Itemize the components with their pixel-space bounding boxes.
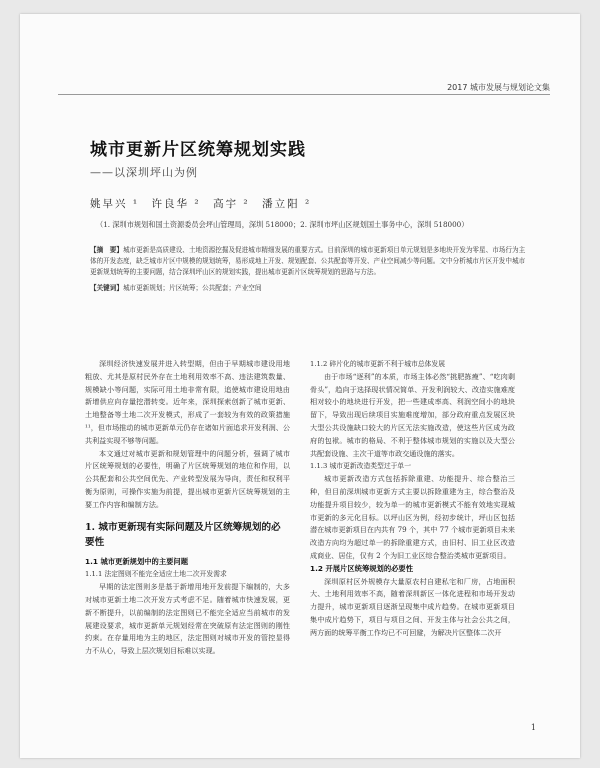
paragraph-1-2: 深圳原村区外规模存大量原农村自建私宅和厂房，占地面积大、土地利用效率不高，随着深圳新区一体化进程和市场开发动力提升，城市更新项目逐渐呈现集中成片趋势。在城市更新项目集中成片趋势下，项目与项目之间、开发主体与社会公共之间，两方面的统筹平衡工作均已不可回避，为解决片区整体二次开 xyxy=(310,576,515,637)
body-column-right xyxy=(310,358,515,640)
intro-paragraph-1: 深圳经济快速发展并进入转型期，但由于早期城市建设用地粗放、尤其是原村民外存在土地利用效率不高、违法建筑数量、规模缺小等问题，实际可用土地非常有限，追使城市建设用地由新增供应向存量挖潜转变。近年来，深圳探索创新了城市更新、土地整备等土地二次开发模式，形成了一套较为有效的政策措施¹¹，但市场推动的城市更新单元仍存在诸如片面追求开发利润、公共利益实现不够等问题。 xyxy=(85,359,290,445)
subsubsection-heading-1-1-2: 1.1.2 碎片化的城市更新不利于城市总体发展 xyxy=(310,360,446,368)
subsubsection-heading-1-1-1: 1.1.1 法定图则不能完全适应土地二次开发需求 xyxy=(85,570,227,579)
intro-paragraph-2: 本文通过对城市更新和规划管理中的问题分析，强调了城市片区统筹规划的必要性，明确了片区统筹规划的地位和作用，以公共配套和公共空间优先、产业转型发展为导向，责任和权利平衡为原则，可操作实施为前提，提出城市更新片区统筹规划的主要工作内容和编制方法。 xyxy=(85,448,290,509)
subsection-heading-1-2: 1.2 开展片区统筹规划的必要性 xyxy=(310,563,414,573)
paper-page xyxy=(20,14,580,758)
paragraph-1-1-3: 城市更新改造方式包括拆除重建、功能提升、综合整治三种，但目前深圳城市更新方式主要以拆除重建为主，综合整治及功能提升项目较少，较为单一的城市更新模式不能有效地实现城市更新的多元化目标。以坪山区为例，经初步统计，坪山区包括潜在城市更新项目在内共有 79 个，其中 77 个城市更新项目未来改造方向均为超过单一的拆除重建方式，由旧村、旧工业区改造成商业、居住，仅有 2 个为旧工业区综合整治类城市更新项目。 xyxy=(310,474,515,560)
section-heading-1: 1. 城市更新现有实际问题及片区统筹规划的必要性 xyxy=(85,521,281,548)
body-column-left xyxy=(85,358,290,658)
abstract xyxy=(90,245,530,278)
keywords-label: 【关键词】 xyxy=(90,284,123,292)
paper-subtitle: ——以深圳坪山为例 xyxy=(90,166,198,179)
author-list: 姚早兴 ¹ 许良华 ² 高宇 ² 潘立阳 ² xyxy=(90,198,312,210)
running-header: 2017 城市发展与规划论文集 xyxy=(447,83,550,92)
keywords xyxy=(90,282,530,292)
header-rule xyxy=(58,94,550,95)
subsection-heading-1-1: 1.1 城市更新规划中的主要问题 xyxy=(85,556,189,566)
paragraph-1-1-2: 由于市场“逐利”的本质，市场主体必然“挑肥拣瘦”、“吃肉剩骨头”，趋向于选择现状情况简单、开发利润较大、改造实施难度相对较小的地块进行开发，把一些建成率高、利润空间小的地块留下，导致出现后续项目实施难度增加，部分政府重点发展区块大型公共设施缺口较大的片区无法实施改造，使这些片区成为政府的包袱。城市的格局、不利于整体城市规划的实施以及大型公共配套设施、主次干道等市政交通设施的落实。 xyxy=(310,371,515,458)
author-affiliation: （1. 深圳市规划和国土资源委员会坪山管理局，深圳 518000；2. 深圳市坪山区规划国土事务中心，深圳 518000） xyxy=(96,220,469,229)
paper-title: 城市更新片区统筹规划实践 xyxy=(90,140,306,160)
keywords-text: 城市更新规划；片区统筹；公共配套；产业空间 xyxy=(122,284,262,292)
subsubsection-heading-1-1-3: 1.1.3 城市更新改造类型过于单一 xyxy=(310,462,412,471)
abstract-label: 【摘 要】 xyxy=(90,246,123,254)
abstract-text: 城市更新是高质建设、土地资源挖掘及促进城市精细发展的重要方式。目前深圳的城市更新项目单元规划是多地块开发为零星、市场行为主体的开发态度，缺乏城市片区中规模的规划统筹，易形成地上开发、规划配套、公共配套等开发、产业空间减少等问题。文中分析城市片区开发中城市更新规划统筹的主要问题，结合深圳坪山区的规划实践，提出城市更新片区统筹规划的思路与方法。 xyxy=(90,246,526,276)
page-number: 1 xyxy=(530,723,536,732)
paragraph-1-1-1: 早期的法定图则多是基于新增用地开发前提下编制的，大多对城市更新土地二次开发方式考虑不足。随着城市快速发展，更新不断提升，以前编制的法定图则已不能完全适应当前城市的发展建设要求，城市更新单元规划经常在突破原有法定图则的刚性约束。在存量用地为主的地区，法定图则对城市开发的管控显得力不从心，导致上层次规划目标难以实现。 xyxy=(85,582,290,656)
